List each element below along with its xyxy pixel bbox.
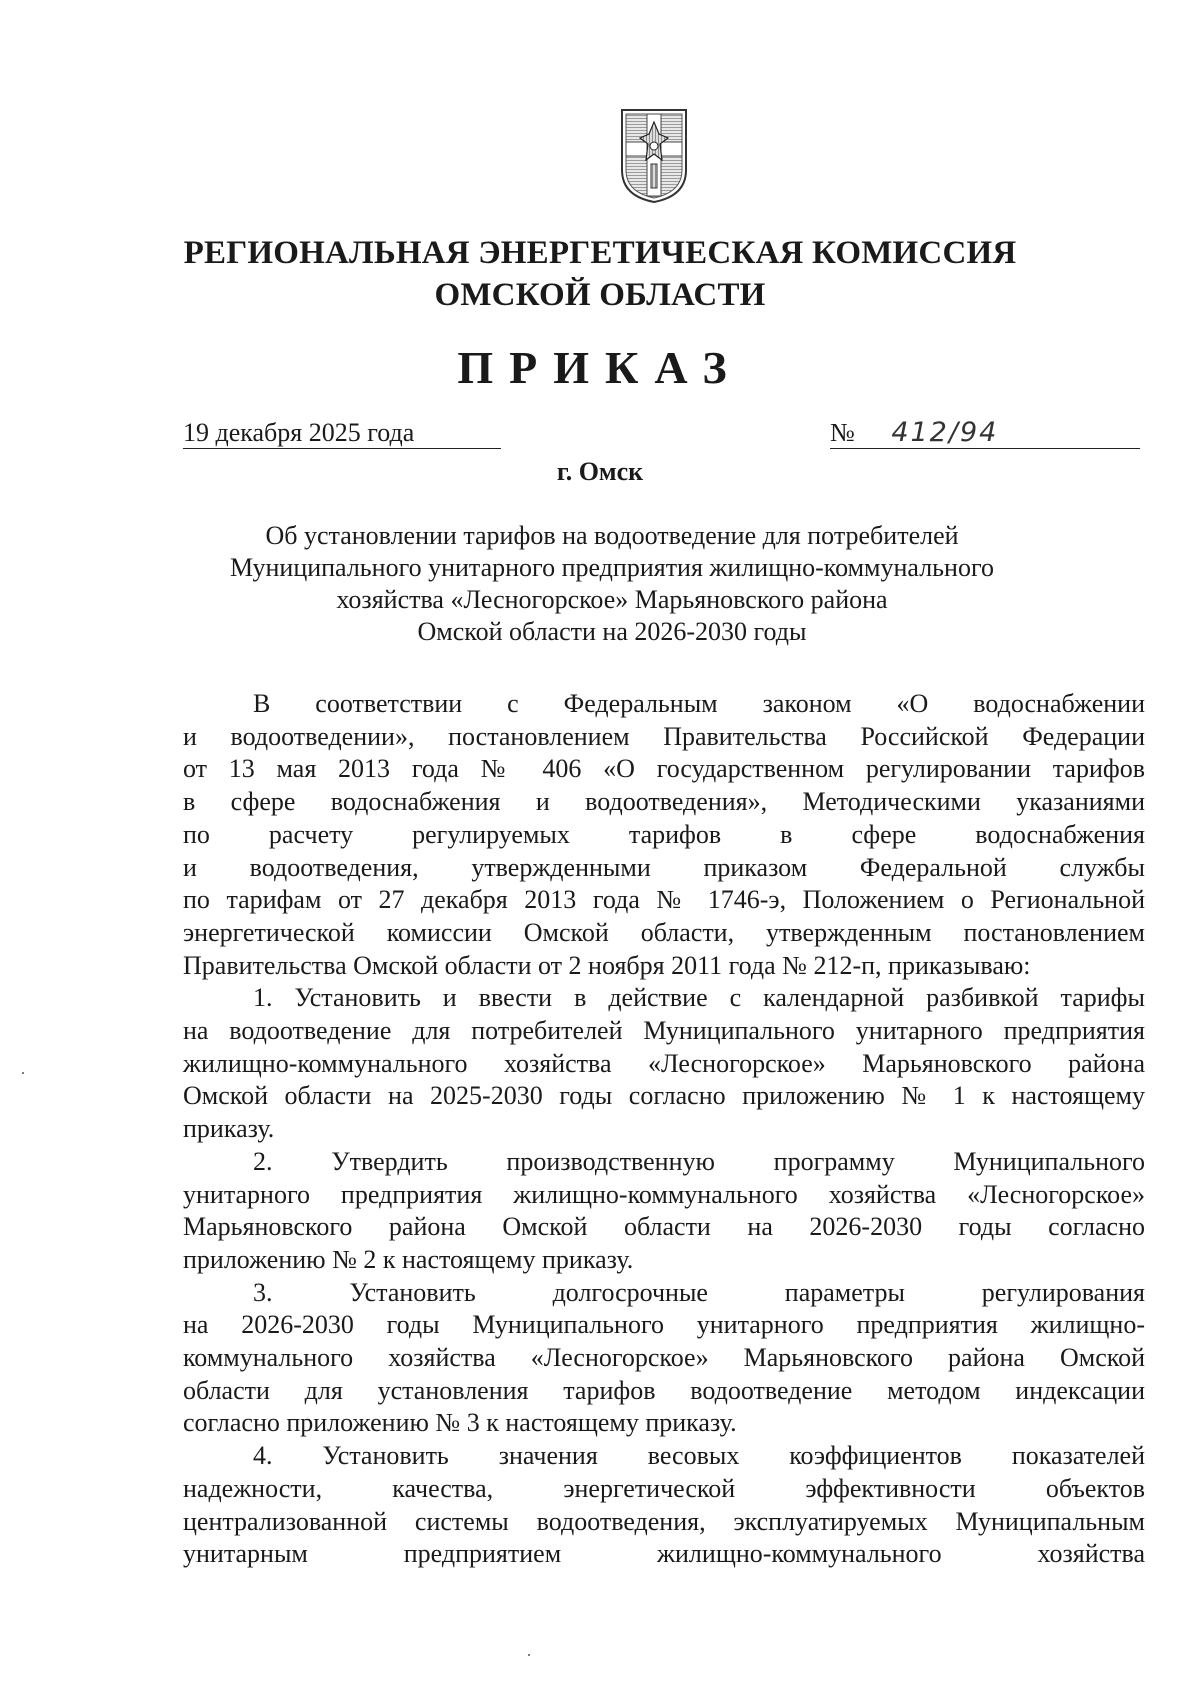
order-item-2 — [183, 1146, 1145, 1277]
body-line: и водоотведении», постановлением Правительства Российской Федерации — [183, 721, 1145, 751]
body-line: коммунального хозяйства «Лесногорское» Марьяновского района Омской — [183, 1343, 1145, 1373]
subject-line: Омской области на 2026-2030 годы — [417, 617, 807, 646]
subject-line: хозяйства «Лесногорское» Марьяновского района — [336, 585, 888, 614]
intro-paragraph — [183, 688, 1145, 982]
body-line: в сфере водоснабжения и водоотведения», Методическими указаниями — [183, 787, 1145, 817]
subject-line: Об установлении тарифов на водоотведение для потребителей — [265, 521, 959, 550]
body-line: унитарного предприятия жилищно-коммунального хозяйства «Лесногорское» — [183, 1179, 1145, 1209]
body-line: и водоотведения, утвержденными приказом Федеральной службы — [183, 852, 1145, 882]
order-item-3 — [183, 1277, 1145, 1441]
document-number-field — [830, 418, 1140, 449]
coat-of-arms-icon — [618, 108, 690, 204]
document-date: 19 декабря 2025 года — [183, 418, 501, 449]
scan-speck — [528, 1654, 530, 1656]
body-line: 1. Установить и ввести в действие с календарной разбивкой тарифы — [253, 983, 1145, 1013]
document-number-handwritten: 412/94 — [891, 417, 999, 448]
body-line: унитарным предприятием жилищно-коммунального хозяйства — [183, 1539, 1145, 1569]
scan-speck — [22, 1072, 24, 1074]
document-subject — [180, 520, 1044, 648]
body-line: надежности, качества, энергетической эффективности объектов — [183, 1473, 1145, 1503]
body-line: 4. Установить значения весовых коэффициентов показателей — [253, 1441, 1145, 1471]
organization-name-line1: РЕГИОНАЛЬНАЯ ЭНЕРГЕТИЧЕСКАЯ КОМИССИЯ — [183, 235, 1017, 271]
body-line: по расчету регулируемых тарифов в сфере водоснабжения — [183, 819, 1145, 849]
body-line: приложению № 2 к настоящему приказу. — [183, 1244, 634, 1274]
body-line: согласно приложению № 3 к настоящему приказу. — [183, 1408, 737, 1438]
subject-line: Муниципального унитарного предприятия жилищно-коммунального — [230, 553, 994, 582]
body-line: на водоотведение для потребителей Муниципального унитарного предприятия — [183, 1016, 1145, 1046]
organization-name-line2: ОМСКОЙ ОБЛАСТИ — [434, 277, 766, 313]
body-line: на 2026-2030 годы Муниципального унитарного предприятия жилищно- — [183, 1310, 1145, 1340]
body-line: В соответствии с Федеральным законом «О водоснабжении — [253, 689, 1145, 718]
document-city: г. Омск — [556, 457, 644, 486]
document-type-title: ПРИКАЗ — [457, 342, 743, 393]
body-line: области для установления тарифов водоотведение методом индексации — [183, 1375, 1145, 1405]
number-label: № — [830, 418, 855, 447]
order-item-1 — [183, 982, 1145, 1146]
body-line: Марьяновского района Омской области на 2026-2030 годы согласно — [183, 1212, 1145, 1242]
body-line: энергетической комиссии Омской области, утвержденным постановлением — [183, 917, 1145, 947]
body-line: 2. Утвердить производственную программу Муниципального — [253, 1146, 1145, 1176]
body-line: жилищно-коммунального хозяйства «Лесногорское» Марьяновского района — [183, 1048, 1145, 1078]
body-line: Правительства Омской области от 2 ноября 2011 года № 212-п, приказываю: — [183, 950, 1031, 980]
body-line: Омской области на 2025-2030 годы согласно приложению № 1 к настоящему — [183, 1081, 1145, 1111]
order-item-4 — [183, 1440, 1145, 1571]
document-body — [183, 688, 1145, 1571]
body-line: 3. Установить долгосрочные параметры регулирования — [253, 1277, 1145, 1307]
body-line: приказу. — [183, 1114, 275, 1144]
body-line: централизованной системы водоотведения, эксплуатируемых Муниципальным — [183, 1506, 1145, 1536]
body-line: по тарифам от 27 декабря 2013 года № 1746-э, Положением о Региональной — [183, 885, 1145, 915]
body-line: от 13 мая 2013 года № 406 «О государственном регулировании тарифов — [183, 754, 1145, 784]
